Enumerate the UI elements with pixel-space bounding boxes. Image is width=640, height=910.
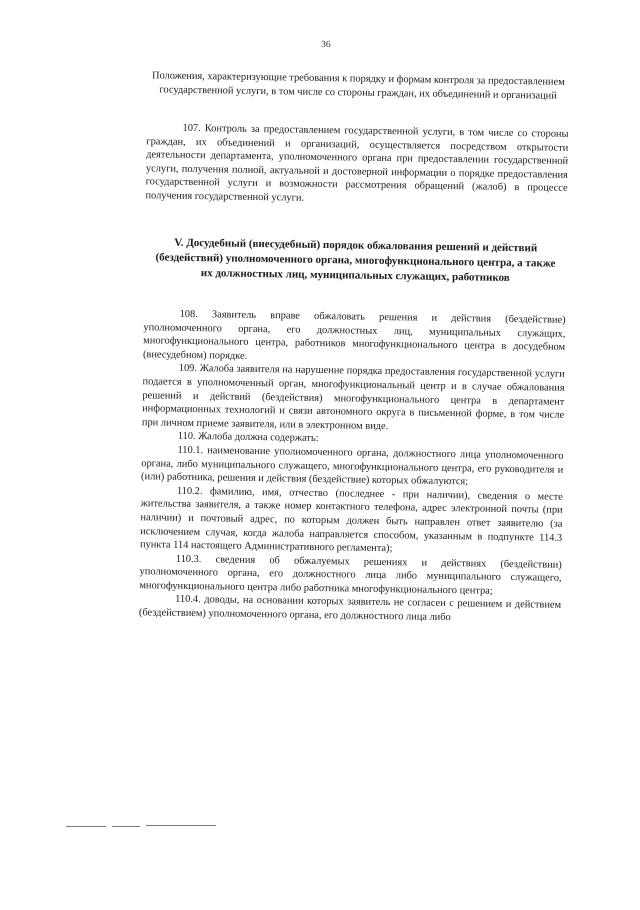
scan-artifact-line: [112, 826, 140, 827]
paragraph-107: 107. Контроль за предоставлением государственной услуги, в том числе со стороны граждан, их объединений и организаций, осуществляется посредством открытости деятельности департамента, уполномоченного органа при предоставлении государственной услуги, получения полной, актуальной и достоверной информации о порядке предоставления государственной услуги и возможности рассмотрения обращений (жалоб) в процессе получения государственной услуги.: [145, 122, 569, 204]
scan-artifact-line: [146, 825, 216, 826]
paragraph-110-4: 110.4. доводы, на основании которых заявитель не согласен с решением и действием (бездействием) уполномоченного органа, его должностного лица либо: [138, 594, 562, 624]
paragraph-110-3: 110.3. сведения об обжалуемых решениях и действиях (бездействии) уполномоченного органа, его должностного лица либо муниципального служащего, многофункционального центра либо работника многофункционального центра;: [139, 553, 562, 597]
paragraph-109: 109. Жалоба заявителя на нарушение порядка предоставления государственной услуги подается в уполномоченный орган, многофункциональный центр и в случае обжалования решений и действий (бездействия) многофункционального центра в департамент информационных технологий и связи автономного округа в письменной форме, в том числе при личном приеме заявителя, или в электронном виде.: [141, 363, 565, 432]
paragraph-108: 108. Заявитель вправе обжаловать решения и действия (бездействие) уполномоченного органа, его должностных лиц, муниципальных служащих, многофункционального центра, работников многофункционального центра в досудебном (внесудебном) порядке.: [142, 308, 566, 362]
paragraph-110-2: 110.2. фамилию, имя, отчество (последнее - при наличии), сведения о месте жительства заявителя, а также номер контактного телефона, адрес электронной почты (при наличии) и почтовый адрес, по которым должен быть направлен ответ заявителю (за исключением случая, когда жалоба направляется способом, указанным в подпункте 114.3 пункта 114 настоящего Административного регламента);: [139, 485, 563, 555]
section-heading-control: Положения, характеризующие требования к порядку и формам контроля за предоставлением государственной услуги, в том числе со стороны граждан, их объединений и организаций: [151, 70, 565, 102]
paragraph-110: 110. Жалоба должна содержать:: [177, 431, 319, 445]
paragraph-110-1: 110.1. наименование уполномоченного органа, должностного лица уполномоченного органа, либо муниципального служащего, многофункционального центра, его руководителя и (или) работника, решения и действия (бездействие) которых обжалуются;: [140, 444, 564, 488]
page-number: 36: [321, 39, 331, 51]
section-v-body: [139, 307, 566, 626]
section-heading-v: V. Досудебный (внесудебный) порядок обжалования решений и действий (бездействий) уполномоченного органа, многофункционального центра, а также их должностных лиц, муниципальных служащих, работников: [155, 236, 556, 284]
scan-artifact-line: [66, 826, 106, 827]
